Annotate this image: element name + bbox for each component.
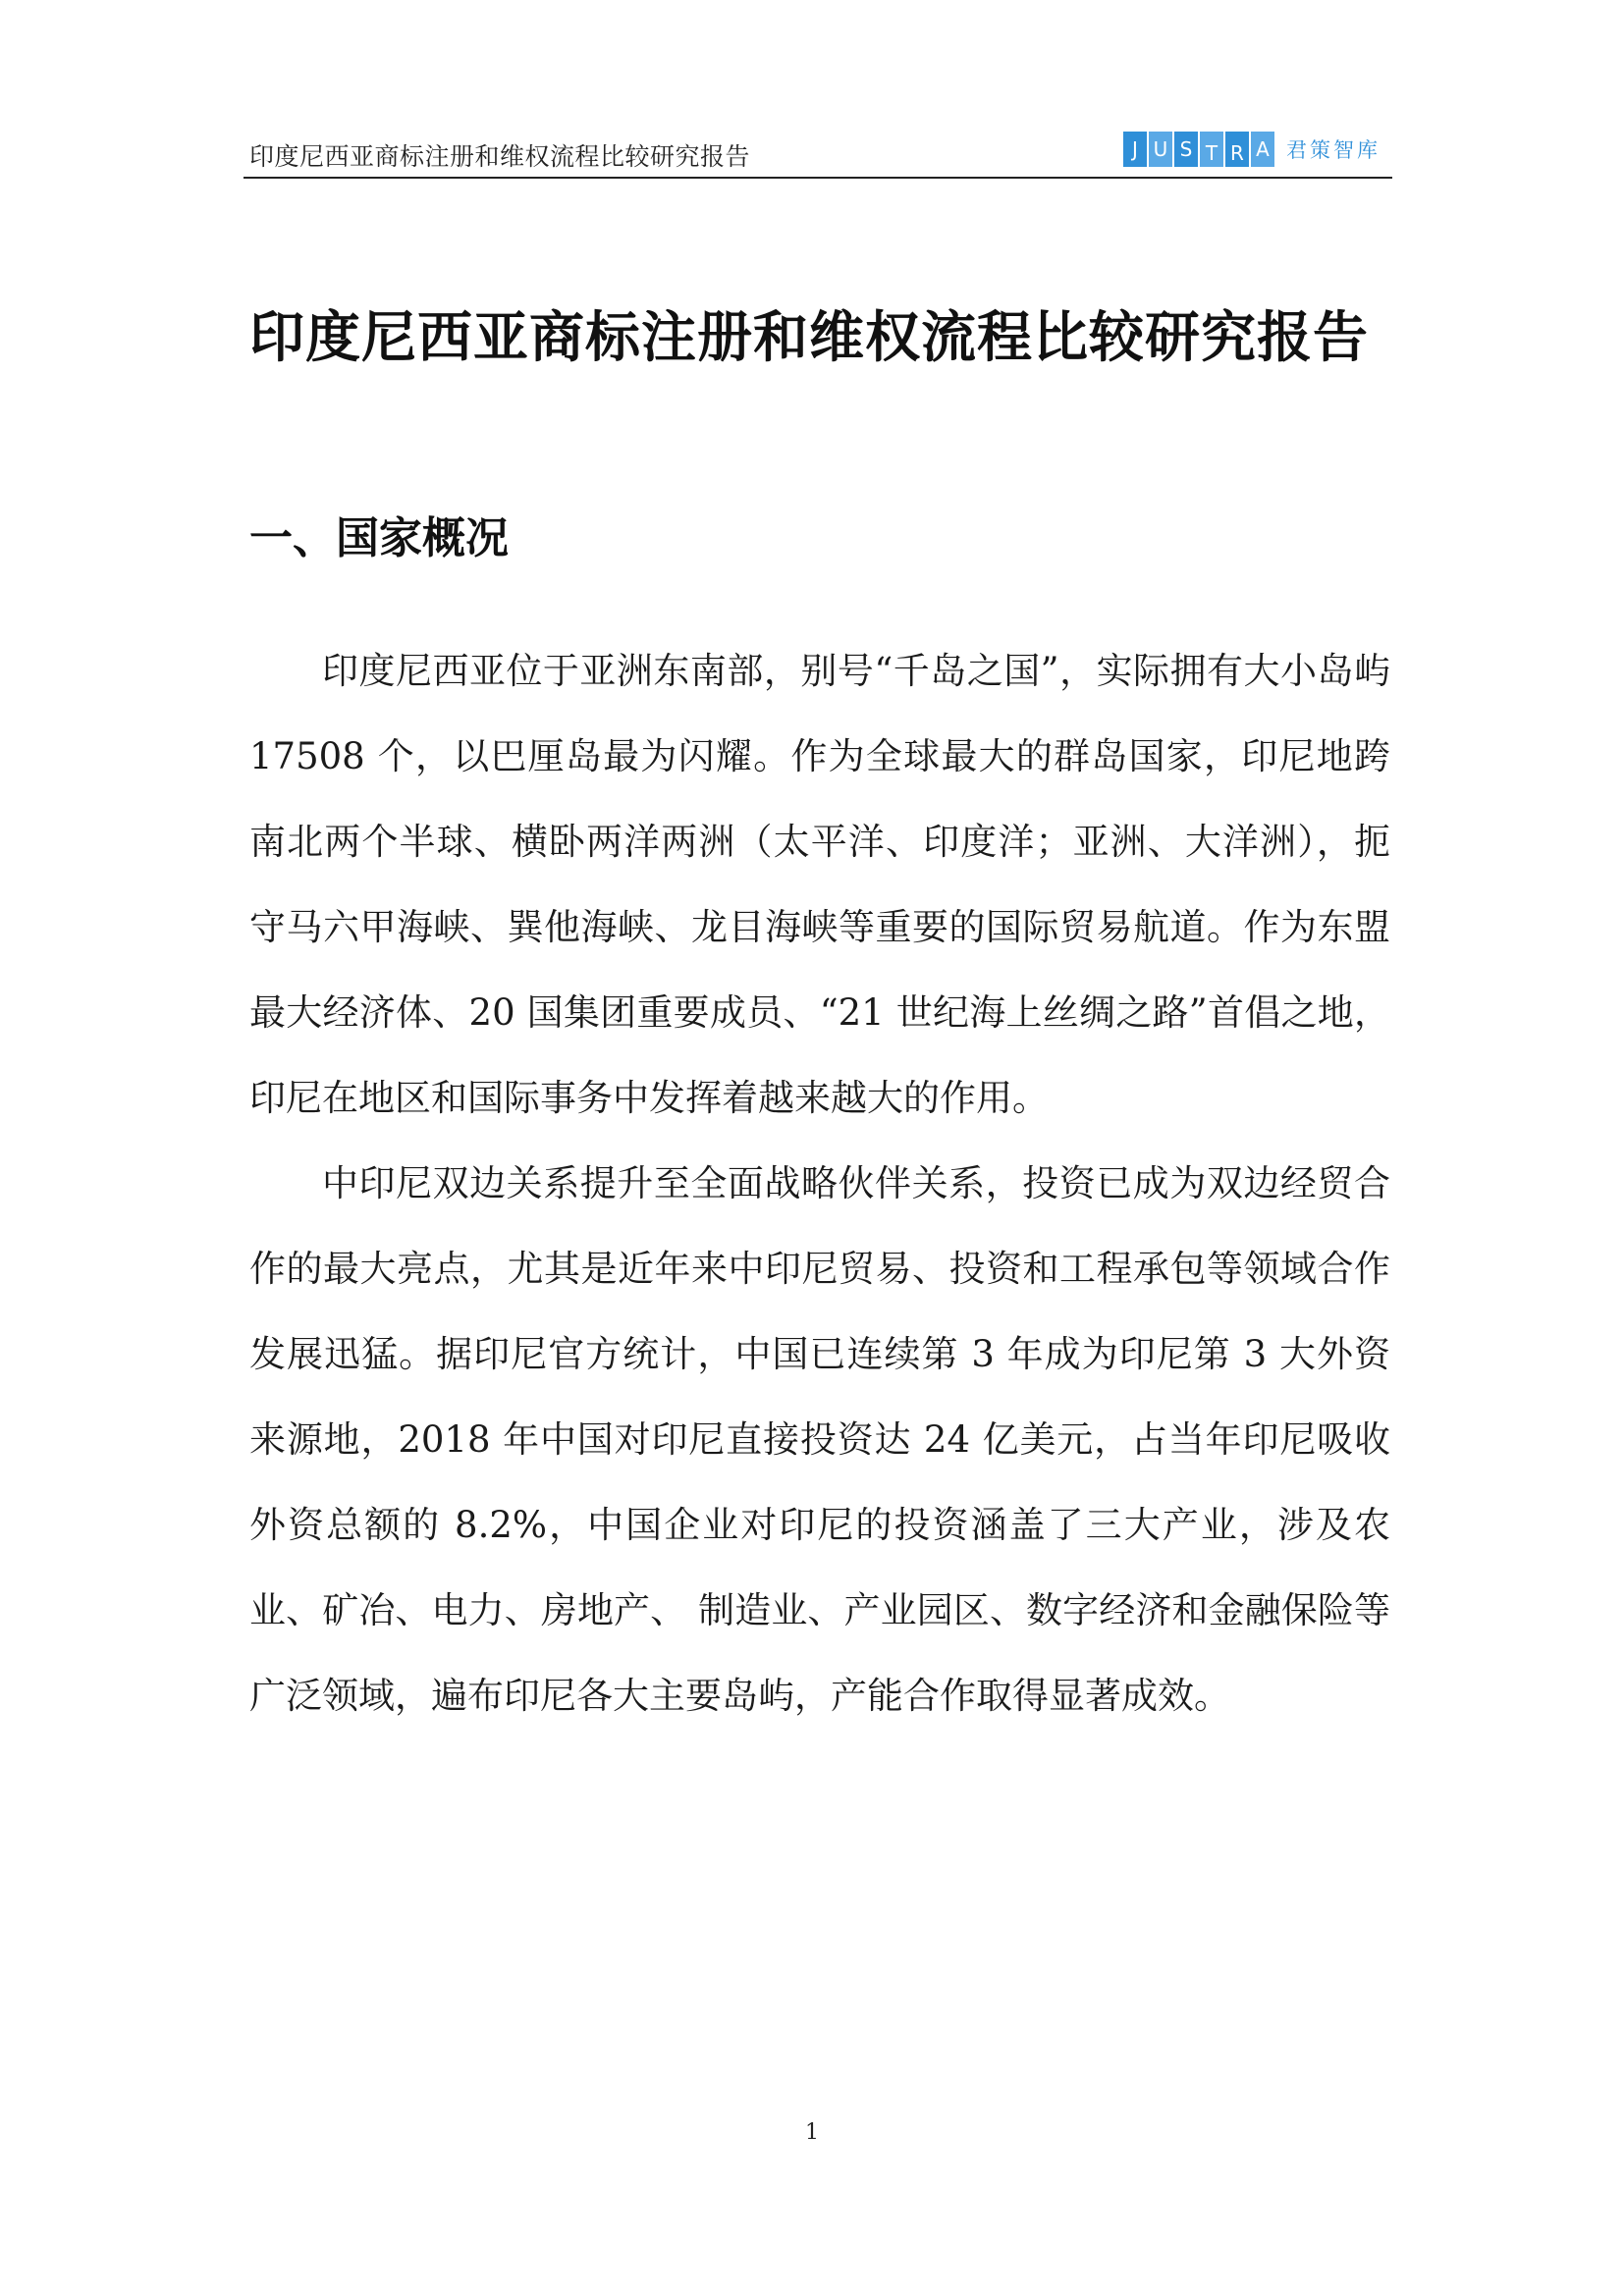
logo-letter: U	[1149, 132, 1172, 167]
page-number: 1	[805, 2120, 819, 2145]
logo-letter-blocks	[1123, 132, 1276, 167]
justra-logo	[1123, 132, 1380, 167]
logo-letter: A	[1251, 132, 1274, 167]
body-text	[249, 628, 1390, 1738]
logo-letter: J	[1123, 132, 1147, 167]
document-title: 印度尼西亚商标注册和维权流程比较研究报告	[249, 306, 1369, 370]
paragraph: 印度尼西亚位于亚洲东南部，别号“千岛之国”，实际拥有大小岛屿 17508 个，以巴厘岛最为闪耀。作为全球最大的群岛国家，印尼地跨南北两个半球、横卧两洋两洲（太平洋、印度洋；亚洲、大洋洲），扼守马六甲海峡、巽他海峡、龙目海峡等重要的国际贸易航道。作为东盟最大经济体、20 国集团重要成员、“21 世纪海上丝绸之路”首倡之地，印尼在地区和国际事务中发挥着越来越大的作用。	[249, 650, 1390, 1119]
paragraph: 中印尼双边关系提升至全面战略伙伴关系，投资已成为双边经贸合作的最大亮点，尤其是近年来中印尼贸易、投资和工程承包等领域合作发展迅猛。据印尼官方统计，中国已连续第 3 年成为印尼第 3 大外资来源地，2018 年中国对印尼直接投资达 24 亿美元，占当年印尼吸收外资总额的 8.2%，中国企业对印尼的投资涵盖了三大产业，涉及农业、矿冶、电力、房地产、 制造业、产业园区、数字经济和金融保险等广泛领域，遍布印尼各大主要岛屿，产能合作取得显著成效。	[249, 1162, 1390, 1717]
section-heading: 一、国家概况	[249, 513, 509, 563]
page-header	[244, 116, 1392, 179]
logo-letter: T	[1200, 132, 1223, 167]
logo-letter: S	[1174, 132, 1198, 167]
header-title: 印度尼西亚商标注册和维权流程比较研究报告	[249, 142, 751, 171]
logo-chinese-name: 君策智库	[1286, 138, 1380, 162]
logo-letter: R	[1225, 132, 1249, 167]
